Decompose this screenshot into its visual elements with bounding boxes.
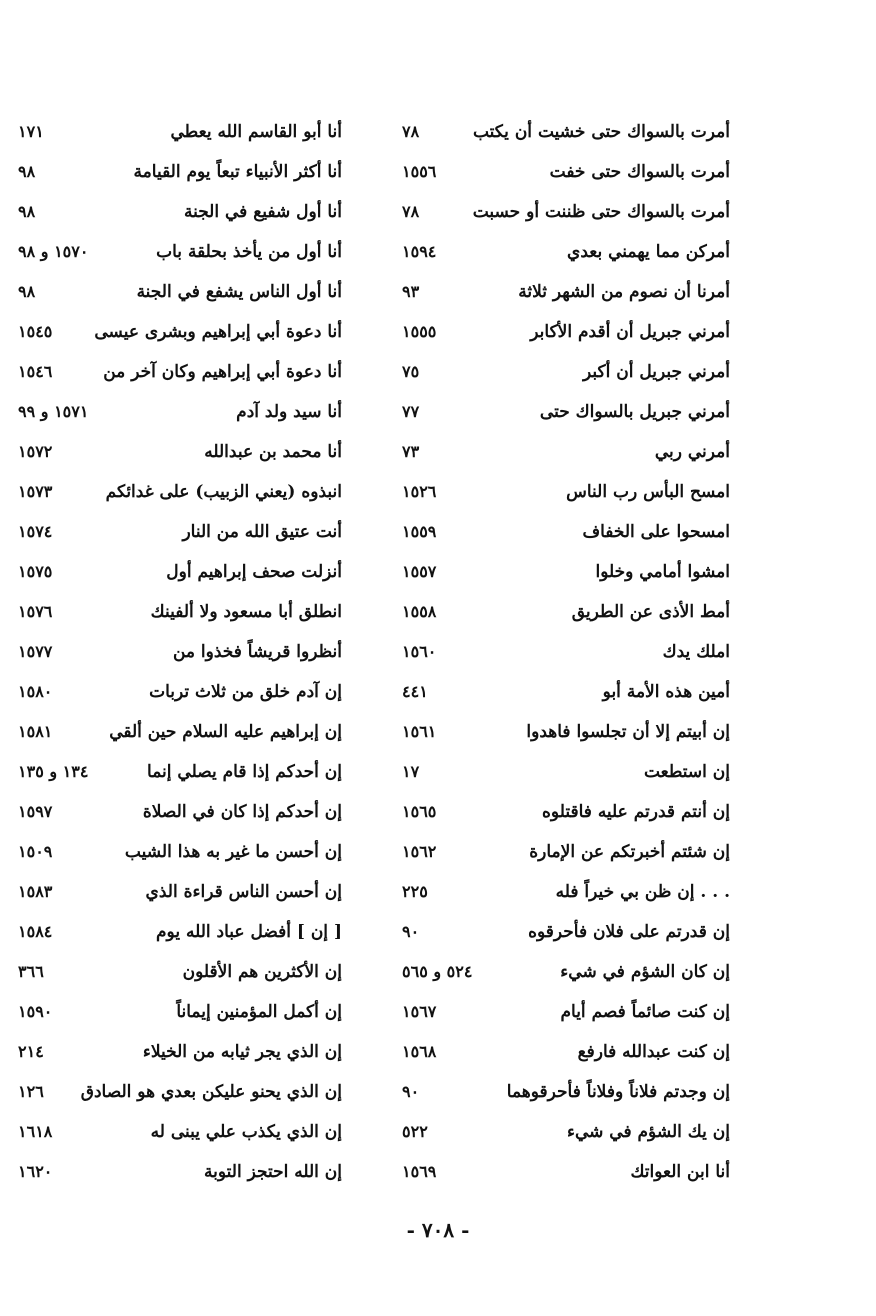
index-entry: [12, 1152, 342, 1192]
entry-text: إن أحدكم إذا كان في الصلاة: [142, 802, 342, 822]
index-entry: [12, 352, 342, 392]
entry-page-number: ٥٢٢: [402, 1122, 428, 1141]
entry-text: أمركن مما يهمني بعدي: [567, 242, 730, 262]
entry-text: إن يك الشؤم في شيء: [566, 1122, 730, 1142]
entry-page-number: ١٥٧٦: [18, 602, 53, 621]
index-entry: [12, 752, 342, 792]
index-entry: [12, 312, 342, 352]
entry-page-number: ٢١٤: [18, 1042, 44, 1061]
entry-page-number: ٩٨: [18, 162, 36, 181]
index-entry: [12, 872, 342, 912]
entry-page-number: ١٥٧٠ و ٩٨: [18, 242, 89, 261]
index-entry: [396, 432, 730, 472]
index-entry: [396, 392, 730, 432]
index-entry: [396, 592, 730, 632]
entry-page-number: ١٥٥٧: [402, 562, 437, 581]
entry-page-number: ١٥٦٧: [402, 1002, 437, 1021]
entry-text: أنظروا قريشاً فخذوا من: [172, 642, 342, 662]
entry-text: إن أنتم قدرتم عليه فاقتلوه: [542, 802, 730, 822]
entry-page-number: ١٥٧٧: [18, 642, 53, 661]
entry-text: أنا ابن العواتك: [630, 1162, 730, 1182]
entry-page-number: ١٥٧٣: [18, 482, 53, 501]
entry-text: إن استطعت: [643, 762, 730, 782]
entry-page-number: ٩٣: [402, 282, 420, 301]
entry-page-number: ١٥٤٦: [18, 362, 53, 381]
entry-page-number: ١٥٧٤: [18, 522, 53, 541]
index-entry: [396, 752, 730, 792]
entry-page-number: ١٥٦٥: [402, 802, 437, 821]
entry-text: إن شئتم أخبرتكم عن الإمارة: [529, 842, 730, 862]
entry-text: إن كنت عبدالله فارفع: [577, 1042, 730, 1062]
index-entry: [12, 1072, 342, 1112]
entry-page-number: ١٥٨٤: [18, 922, 53, 941]
index-entry: [396, 232, 730, 272]
entry-page-number: ١٧١: [18, 122, 44, 141]
index-column-right: [396, 112, 730, 1192]
entry-text: أمين هذه الأمة أبو: [602, 682, 730, 702]
index-entry: [12, 512, 342, 552]
index-column-left: [12, 112, 342, 1192]
entry-page-number: ١٥٠٩: [18, 842, 53, 861]
entry-text: إن أحدكم إذا قام يصلي إنما: [147, 762, 342, 782]
entry-text: أنا أول الناس يشفع في الجنة: [136, 282, 342, 302]
entry-page-number: ١٥٩٤: [402, 242, 437, 261]
index-entry: [12, 952, 342, 992]
entry-text: أمرني جبريل بالسواك حتى: [539, 402, 730, 422]
entry-text: إن الذي يجر ثيابه من الخيلاء: [142, 1042, 342, 1062]
index-entry: [396, 872, 730, 912]
entry-page-number: ٢٢٥: [402, 882, 428, 901]
entry-text: إن قدرتم على فلان فأحرقوه: [528, 922, 730, 942]
entry-page-number: ١٥٩٧: [18, 802, 53, 821]
index-entry: [12, 672, 342, 712]
entry-text: إن الذي يحنو عليكن بعدي هو الصادق: [80, 1082, 342, 1102]
entry-text: أنا أكثر الأنبياء تبعاً يوم القيامة: [133, 162, 342, 182]
entry-page-number: ١٥٥٩: [402, 522, 437, 541]
entry-page-number: ١٥٧٢: [18, 442, 53, 461]
index-entry: [396, 312, 730, 352]
entry-page-number: ١٣٤ و ١٣٥: [18, 762, 89, 781]
entry-page-number: ١٦١٨: [18, 1122, 53, 1141]
entry-page-number: ١٥٥٦: [402, 162, 437, 181]
index-entry: [396, 1032, 730, 1072]
index-entry: [396, 992, 730, 1032]
entry-page-number: ٤٤١: [402, 682, 428, 701]
index-entry: [396, 1112, 730, 1152]
index-entry: [12, 472, 342, 512]
index-entry: [396, 272, 730, 312]
index-entry: [396, 1072, 730, 1112]
index-entry: [396, 472, 730, 512]
index-entry: [12, 1112, 342, 1152]
entry-text: أنا أول من يأخذ بحلقة باب: [156, 242, 342, 262]
entry-text: امسحوا على الخفاف: [582, 522, 730, 542]
entry-page-number: ٩٠: [402, 922, 420, 941]
index-entry: [396, 712, 730, 752]
index-entry: [12, 232, 342, 272]
index-entry: [12, 792, 342, 832]
entry-text: إن الأكثرين هم الأقلون: [182, 962, 342, 982]
index-entry: [12, 192, 342, 232]
index-entry: [12, 712, 342, 752]
entry-text: إن وجدتم فلاناً وفلاناً فأحرقوهما: [506, 1082, 730, 1102]
entry-text: أمرت بالسواك حتى خشيت أن يكتب: [472, 122, 730, 142]
page-number: - ٧٠٨ -: [406, 1218, 470, 1242]
entry-page-number: ٧٧: [402, 402, 420, 421]
index-entry: [12, 272, 342, 312]
entry-page-number: ١٥٤٥: [18, 322, 53, 341]
entry-page-number: ١٥٦١: [402, 722, 437, 741]
index-entry: [396, 632, 730, 672]
entry-text: أنت عتيق الله من النار: [182, 522, 342, 542]
entry-text: إن أحسن ما غير به هذا الشيب: [124, 842, 342, 862]
entry-page-number: ١٥٧٥: [18, 562, 53, 581]
entry-page-number: ١٥٦٢: [402, 842, 437, 861]
index-entry: [12, 1032, 342, 1072]
entry-page-number: ١٥٧١ و ٩٩: [18, 402, 89, 421]
entry-text: امشوا أمامي وخلوا: [595, 562, 730, 582]
entry-text: أمرني جبريل أن أقدم الأكابر: [530, 322, 730, 342]
entry-page-number: ٩٠: [402, 1082, 420, 1101]
entry-text: أنا دعوة أبي إبراهيم وكان آخر من: [103, 362, 342, 382]
index-entry: [12, 992, 342, 1032]
index-entry: [396, 952, 730, 992]
index-entry: [12, 912, 342, 952]
entry-page-number: ٧٣: [402, 442, 420, 461]
entry-page-number: ١٥٨٣: [18, 882, 53, 901]
entry-text: إن إبراهيم عليه السلام حين ألقي: [109, 722, 342, 742]
entry-text: أمرت بالسواك حتى خفت: [549, 162, 730, 182]
entry-text: أمرني جبريل أن أكبر: [582, 362, 730, 382]
entry-page-number: ٧٥: [402, 362, 420, 381]
index-entry: [396, 792, 730, 832]
index-entry: [396, 192, 730, 232]
entry-page-number: ١٥٥٥: [402, 322, 437, 341]
index-entry: [12, 112, 342, 152]
index-entry: [12, 432, 342, 472]
entry-text: إن الله احتجز التوبة: [204, 1162, 342, 1182]
index-entry: [396, 512, 730, 552]
entry-text: إن كنت صائماً فصم أيام: [560, 1002, 730, 1022]
entry-text: أمرنا أن نصوم من الشهر ثلاثة: [518, 282, 730, 302]
index-entry: [396, 1152, 730, 1192]
index-entry: [396, 912, 730, 952]
index-entry: [12, 832, 342, 872]
entry-text: أمرني ربي: [654, 442, 730, 462]
entry-page-number: ٩٨: [18, 202, 36, 221]
entry-page-number: ١٥٦٠: [402, 642, 437, 661]
entry-page-number: ١٥٥٨: [402, 602, 437, 621]
index-entry: [12, 632, 342, 672]
entry-text: املك يدك: [662, 642, 730, 662]
entry-page-number: ١٥٦٨: [402, 1042, 437, 1061]
entry-page-number: ١٥٢٦: [402, 482, 437, 501]
entry-text: إن الذي يكذب علي يبنى له: [150, 1122, 342, 1142]
entry-page-number: ١٥٦٩: [402, 1162, 437, 1181]
entry-page-number: ٧٨: [402, 122, 420, 141]
entry-text: . . . إن ظن بي خيراً فله: [555, 882, 730, 902]
index-entry: [396, 672, 730, 712]
entry-page-number: ٣٦٦: [18, 962, 44, 981]
entry-text: أنزلت صحف إبراهيم أول: [166, 562, 342, 582]
entry-text: إن كان الشؤم في شيء: [560, 962, 730, 982]
entry-text: إن أكمل المؤمنين إيماناً: [176, 1002, 342, 1022]
index-entry: [12, 152, 342, 192]
entry-text: أنا سيد ولد آدم: [236, 402, 342, 422]
index-entry: [396, 112, 730, 152]
entry-page-number: ١٥٨٠: [18, 682, 53, 701]
entry-page-number: ١٥٩٠: [18, 1002, 53, 1021]
entry-text: أنا دعوة أبي إبراهيم وبشرى عيسى: [94, 322, 342, 342]
index-entry: [396, 832, 730, 872]
entry-page-number: ١٦٢٠: [18, 1162, 53, 1181]
entry-page-number: ١٧: [402, 762, 420, 781]
index-entry: [12, 392, 342, 432]
index-entry: [396, 152, 730, 192]
entry-text: انطلق أبا مسعود ولا ألفينك: [150, 602, 342, 622]
entry-text: أمرت بالسواك حتى ظننت أو حسبت: [472, 202, 730, 222]
entry-text: إن أبيتم إلا أن تجلسوا فاهدوا: [526, 722, 730, 742]
entry-page-number: ٧٨: [402, 202, 420, 221]
entry-text: أنا أول شفيع في الجنة: [183, 202, 342, 222]
entry-text: [ إن ] أفضل عباد الله يوم: [156, 922, 342, 942]
entry-text: امسح البأس رب الناس: [566, 482, 730, 502]
index-entry: [12, 552, 342, 592]
index-entry: [12, 592, 342, 632]
entry-text: إن آدم خلق من ثلاث تربات: [149, 682, 342, 702]
entry-page-number: ١٢٦: [18, 1082, 44, 1101]
index-entry: [396, 552, 730, 592]
entry-text: إن أحسن الناس قراءة الذي: [145, 882, 342, 902]
entry-text: أمط الأذى عن الطريق: [571, 602, 730, 622]
entry-page-number: ١٥٨١: [18, 722, 53, 741]
entry-page-number: ٩٨: [18, 282, 36, 301]
entry-text: أنا محمد بن عبدالله: [204, 442, 342, 462]
index-entry: [396, 352, 730, 392]
entry-text: أنا أبو القاسم الله يعطي: [170, 122, 342, 142]
entry-text: انبذوه (يعني الزبيب) على غدائكم: [105, 482, 342, 502]
entry-page-number: ٥٢٤ و ٥٦٥: [402, 962, 473, 981]
